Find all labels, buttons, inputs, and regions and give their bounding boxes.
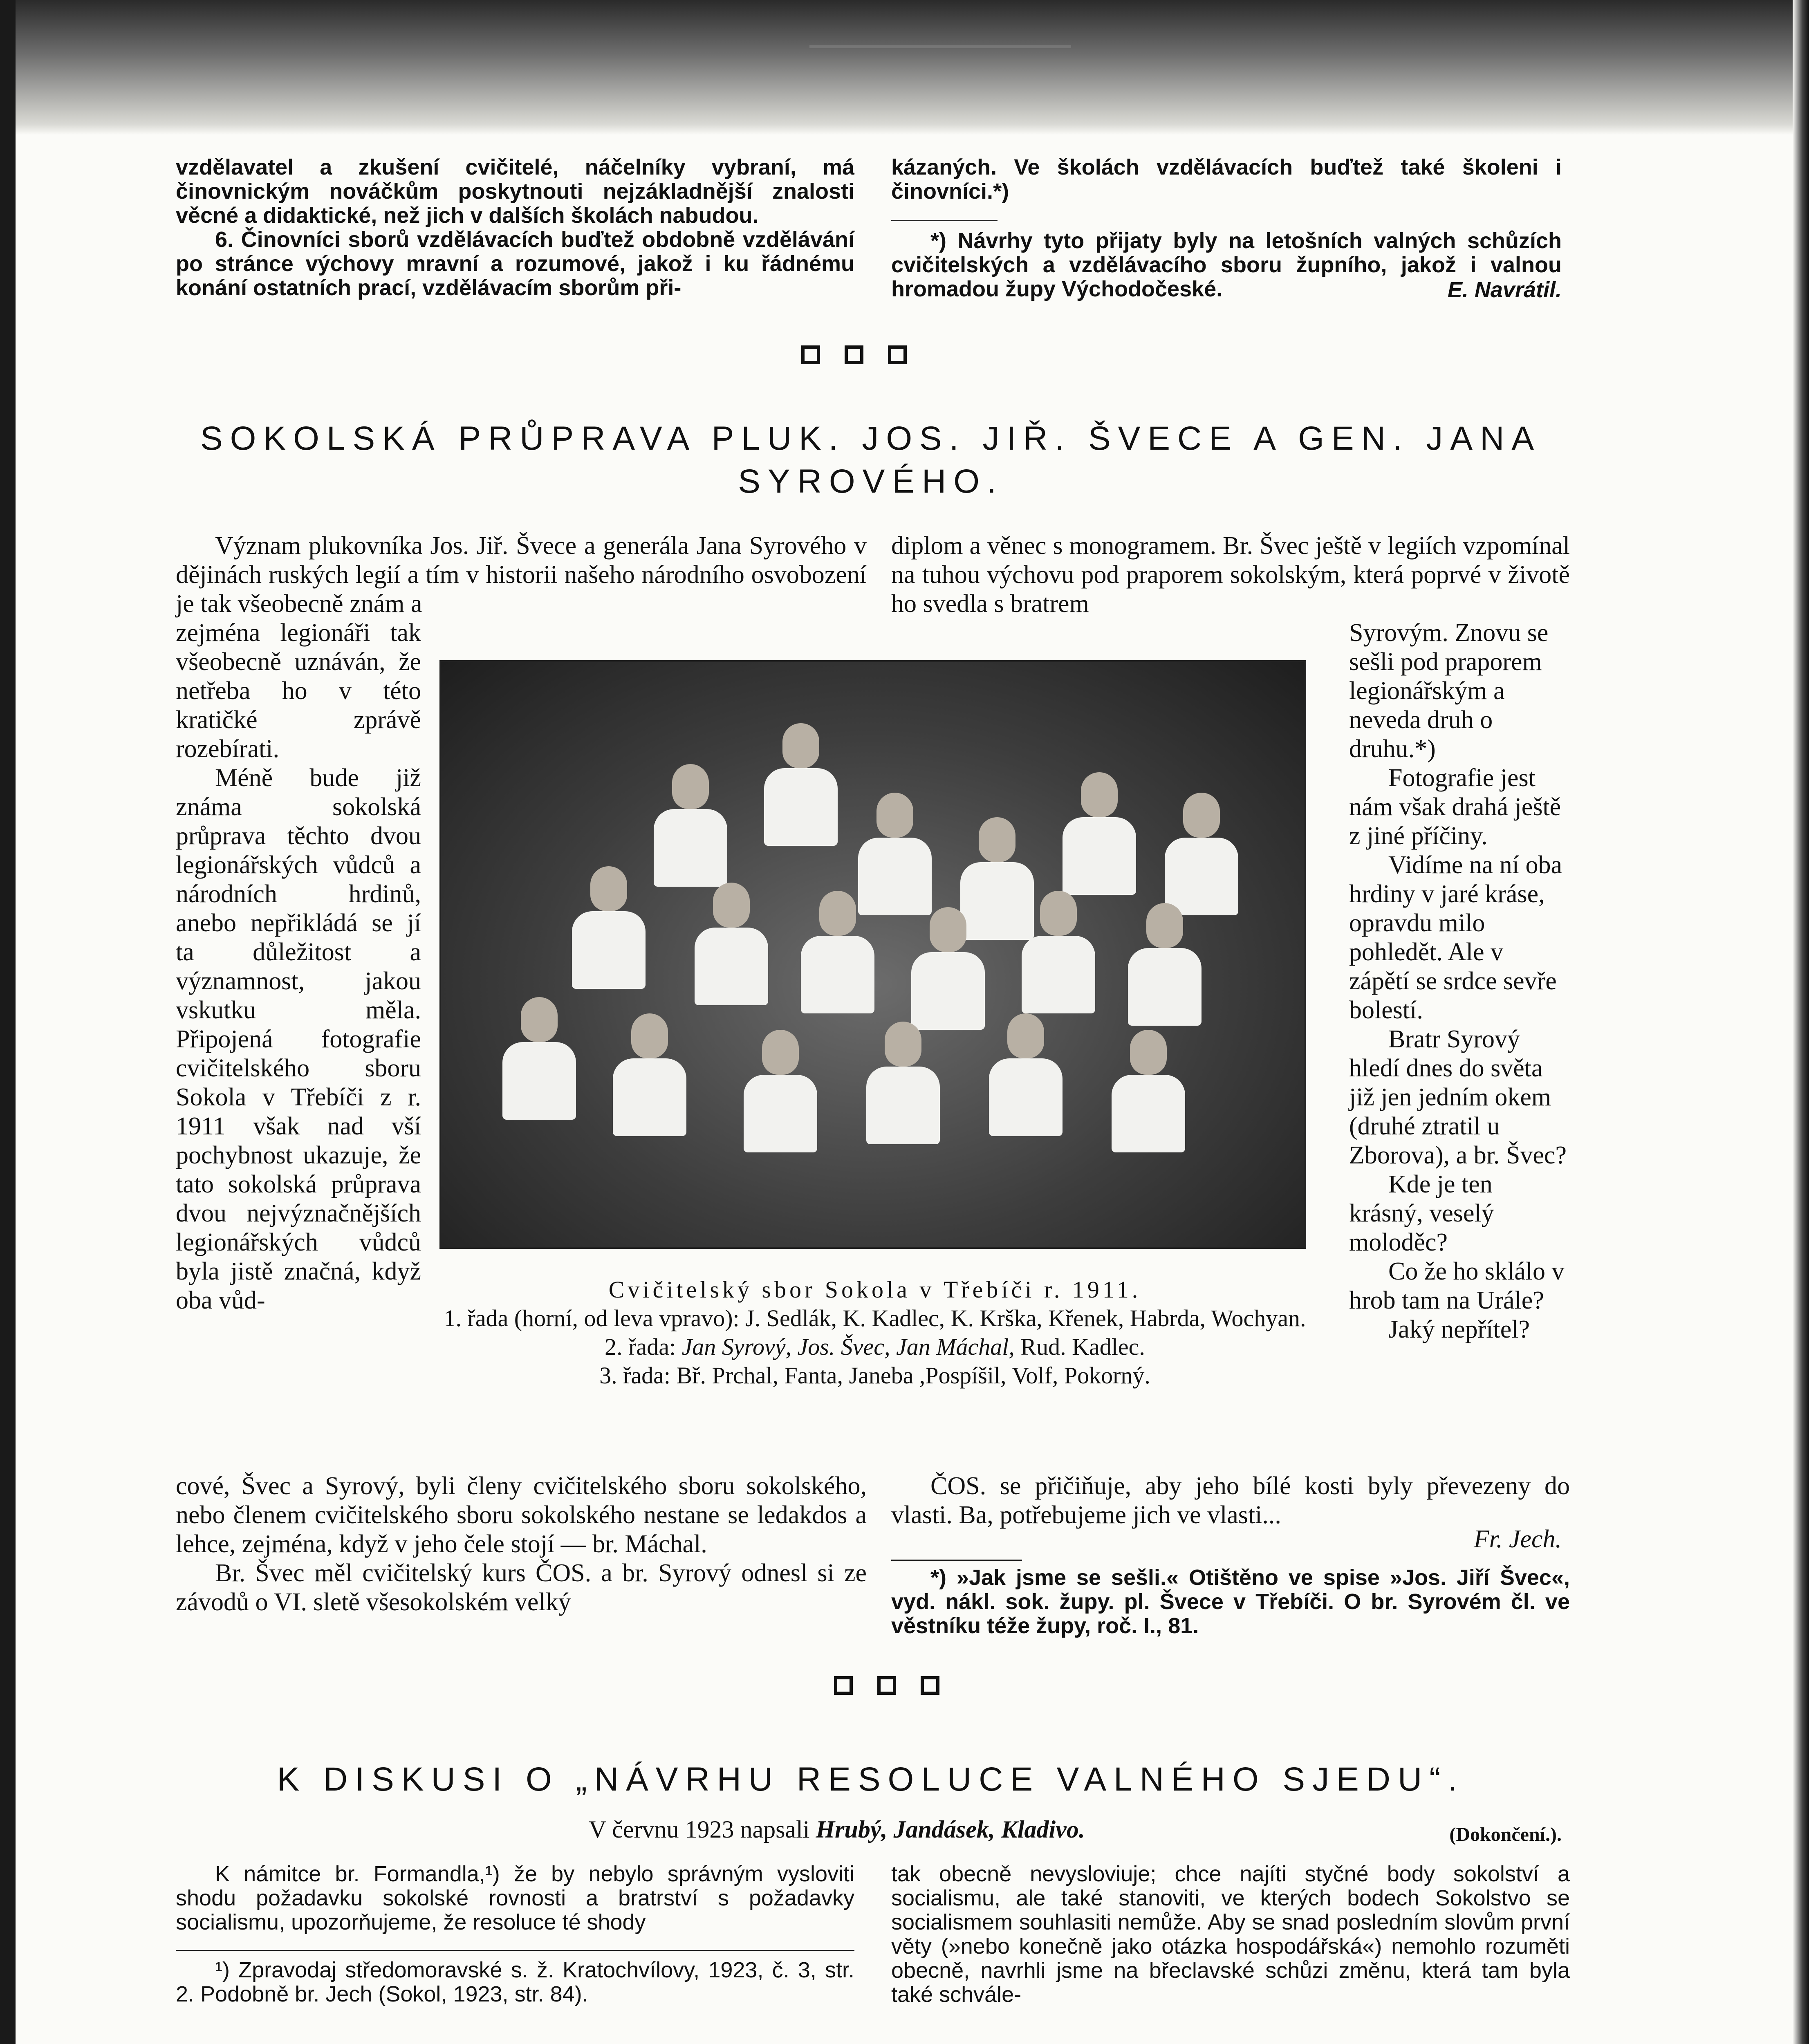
article1-right-narrow-text-7: Jaký nepřítel? [1388, 1316, 1530, 1343]
divider-square [834, 1676, 853, 1695]
section-divider-1 [801, 345, 907, 364]
article2-left-text: K námitce br. Formandla,¹) že by nebylo správným vysloviti shodu požadavku sokolské rovnosti a bratrství s požadavky socialismu, upozorňujeme, že resoluce té shody [176, 1862, 854, 1934]
article2-title: K DISKUSI O „NÁVRHU RESOLUCE VALNÉHO SJEDU“. [277, 1761, 1465, 1798]
article1-right-narrow-text-2: Fotografie jest nám však drahá ještě z jiné příčiny. [1349, 764, 1561, 850]
article1-right-bottom-text: ČOS. se přičiňuje, aby jeho bílé kosti byly převezeny do vlasti. Ba, potřebujeme jich ve vlasti... [891, 1472, 1570, 1529]
article1-signature: Fr. Jech. [1473, 1525, 1562, 1553]
photo-figure [605, 1013, 695, 1136]
photo-figure [1157, 793, 1246, 915]
photo-figure [686, 883, 776, 1005]
article1-right-intro-text: diplom a věnec s monogramem. Br. Švec ještě v legiích vzpomínal na tuhou výchovu pod praporem sokolským, která poprvé v životě ho svedla s bratrem [891, 532, 1570, 618]
divider-square [877, 1676, 896, 1695]
article1-right-narrow-text-6: Co že ho sklálo v hrob tam na Urále? [1349, 1257, 1565, 1314]
article2-right-column [891, 1862, 1570, 2007]
byline-lead: V červnu 1923 napsali [589, 1816, 810, 1843]
scan-left-edge [0, 0, 16, 2044]
article1-left-bottom [176, 1472, 867, 1617]
divider-square [845, 345, 863, 364]
caption-row-2-label: 2. řada: [605, 1334, 676, 1360]
article1-right-narrow-text-4: Bratr Syrový hledí dnes do světa již jen jedním okem (druhé ztratil u Zborova), a br. Švec? [1349, 1025, 1567, 1169]
top-left-paragraph-2: 6. Činovníci sborů vzdělávacích buďtež obdobně vzdělávání po stránce výchovy mravní a rozumové, jakož i ku řádnému konání ostatních prací, vzdělávacím sborům při- [176, 227, 854, 300]
article1-left-narrow [176, 619, 421, 1315]
photo-figure [858, 1022, 948, 1144]
article2-byline [589, 1815, 1406, 1844]
caption-row-2 [425, 1333, 1325, 1361]
photo-figure [981, 1013, 1071, 1136]
caption-row-2-rest: Rud. Kadlec. [1020, 1334, 1145, 1360]
article1-footnote [891, 1566, 1570, 1638]
article1-right-narrow-text-5: Kde je ten krásný, veselý moloděc? [1349, 1170, 1494, 1256]
byline-authors: Hrubý, Jandásek, Kladivo. [816, 1816, 1085, 1843]
photo-figure [494, 997, 584, 1120]
top-left-column [176, 155, 854, 300]
article1-left-bottom-text-2: Br. Švec měl cvičitelský kurs ČOS. a br. Syrový odnesl si ze závodů o VI. sletě všesokolském velký [176, 1559, 867, 1616]
footnote-rule [891, 220, 998, 221]
article1-right-intro [891, 531, 1570, 619]
caption-row-2-names: Jan Syrový, Jos. Švec, Jan Máchal, [681, 1334, 1015, 1360]
photo-figure [646, 764, 735, 887]
article1-footnote-text: *) »Jak jsme se sešli.« Otištěno ve spise »Jos. Jiří Švec«, vyd. nákl. sok. župy. pl. Švece v Třebíči. O br. Syrovém čl. ve věstníku téže župy, roč. I., 81. [891, 1565, 1570, 1638]
section-divider-2 [834, 1676, 939, 1695]
article1-left-bottom-text: cové, Švec a Syrový, byli členy cvičitelského sboru sokolského, nebo členem cvičitelského sboru sokolského nestane se ledakdos a lehce, zejména, když v jeho čele stojí — br. Máchal. [176, 1472, 867, 1558]
photo-figure [564, 866, 654, 989]
footnote-rule [176, 1950, 854, 1951]
article1-left-narrow-text: zejména legionáři tak všeobecně uznáván, že netřeba ho v této kratičké zprávě rozebírati. [176, 619, 421, 763]
top-signature: E. Navrátil. [1447, 278, 1562, 302]
photo-figure [793, 891, 883, 1013]
photo-caption [425, 1275, 1325, 1390]
article2-right-text: tak obecně nevysloviuje; chce najíti styčné body sokolství a socialismu, ale také stanoviti, ve kterých bodech Sokolstvo se socialismem souhlasiti nemůže. Aby se snad posledním slovům první věty (»nebo konečně jako otázka hospodářská«) nemohlo rozuměti obecně, navrhli jsme na břeclavské schůzi změnu, která tam byla také schvále- [891, 1862, 1570, 2007]
article1-right-narrow [1349, 619, 1570, 1344]
article1-right-narrow-text: Syrovým. Znovu se sešli pod praporem legionářským a neveda druh o druhu.*) [1349, 619, 1549, 763]
top-footnote-text: *) Návrhy tyto přijaty byly na letošních valných schůzích cvičitelských a vzdělávacího sboru župního, jakož i valnou hromadou župy Východočeské. [891, 229, 1562, 301]
article2-footnote [176, 1958, 854, 2006]
article1-left-intro-text: Význam plukovníka Jos. Jiř. Švece a generála Jana Syrového v dějinách ruských legií a tím v historii našeho národního osvobození je tak všeobecně znám a [176, 532, 867, 618]
top-right-paragraph: kázaných. Ve školách vzdělávacích buďtež také školeni i činovníci.*) [891, 155, 1562, 204]
group-photograph [439, 660, 1306, 1249]
article2-footnote-text: ¹) Zpravodaj středomoravské s. ž. Kratochvílovy, 1923, č. 3, str. 2. Podobně br. Jech (Sokol, 1923, str. 84). [176, 1958, 854, 2006]
photo-figure [1013, 891, 1103, 1013]
photo-figure [1103, 1030, 1193, 1152]
caption-title: Cvičitelský sbor Sokola v Třebíči r. 1911. [608, 1276, 1141, 1303]
photo-figure [756, 723, 846, 846]
divider-square [888, 345, 907, 364]
caption-row-1: 1. řada (horní, od leva vpravo): J. Sedlák, K. Kadlec, K. Krška, Křenek, Habrda, Wochyan. [444, 1305, 1306, 1331]
article1-left-intro [176, 531, 867, 619]
top-left-paragraph: vzdělavatel a zkušení cvičitelé, náčelníky vybraní, má činovnickým nováčkům poskytnouti nejzákladnější znalosti věcné a didaktické, než jich v dalších školách nabudou. [176, 155, 854, 228]
photo-figure [903, 907, 993, 1030]
article2-continued: (Dokončení.). [1449, 1824, 1562, 1845]
article1-right-narrow-text-3: Vidíme na ní oba hrdiny v jaré kráse, opravdu milo pohledět. Ale v zápětí se srdce sevře bolestí. [1349, 851, 1562, 1024]
photo-figure [1120, 903, 1210, 1026]
scan-right-edge [1793, 0, 1809, 2044]
top-right-column [891, 155, 1562, 204]
divider-square [801, 345, 820, 364]
article2-left-column [176, 1862, 854, 1934]
photo-figure [735, 1030, 825, 1152]
divider-square [921, 1676, 939, 1695]
article1-left-narrow-text-2: Méně bude již známa sokolská průprava těchto dvou legionářských vůdců a národních hrdinů, anebo nepřikládá se jí ta důležitost a významnost, jakou vskutku měla. Připojená fotografie cvičitelského sboru Sokola v Třebíči z r. 1911 však nad vší pochybnost ukazuje, že tato sokolská průprava dvou nejvýznačnějších legionářských vůdců byla jistě značná, když oba vůd- [176, 764, 421, 1314]
article-title: SOKOLSKÁ PRŮPRAVA PLUK. JOS. JIŘ. ŠVECE A GEN. JANA SYROVÉHO. [200, 420, 1542, 500]
photo-figure [1054, 772, 1144, 895]
footnote-rule [891, 1560, 1022, 1561]
article1-right-bottom [891, 1472, 1570, 1530]
faded-header-mark [809, 45, 1071, 110]
caption-row-3: 3. řada: Bř. Prchal, Fanta, Janeba ,Pospíšil, Volf, Pokorný. [599, 1362, 1150, 1389]
